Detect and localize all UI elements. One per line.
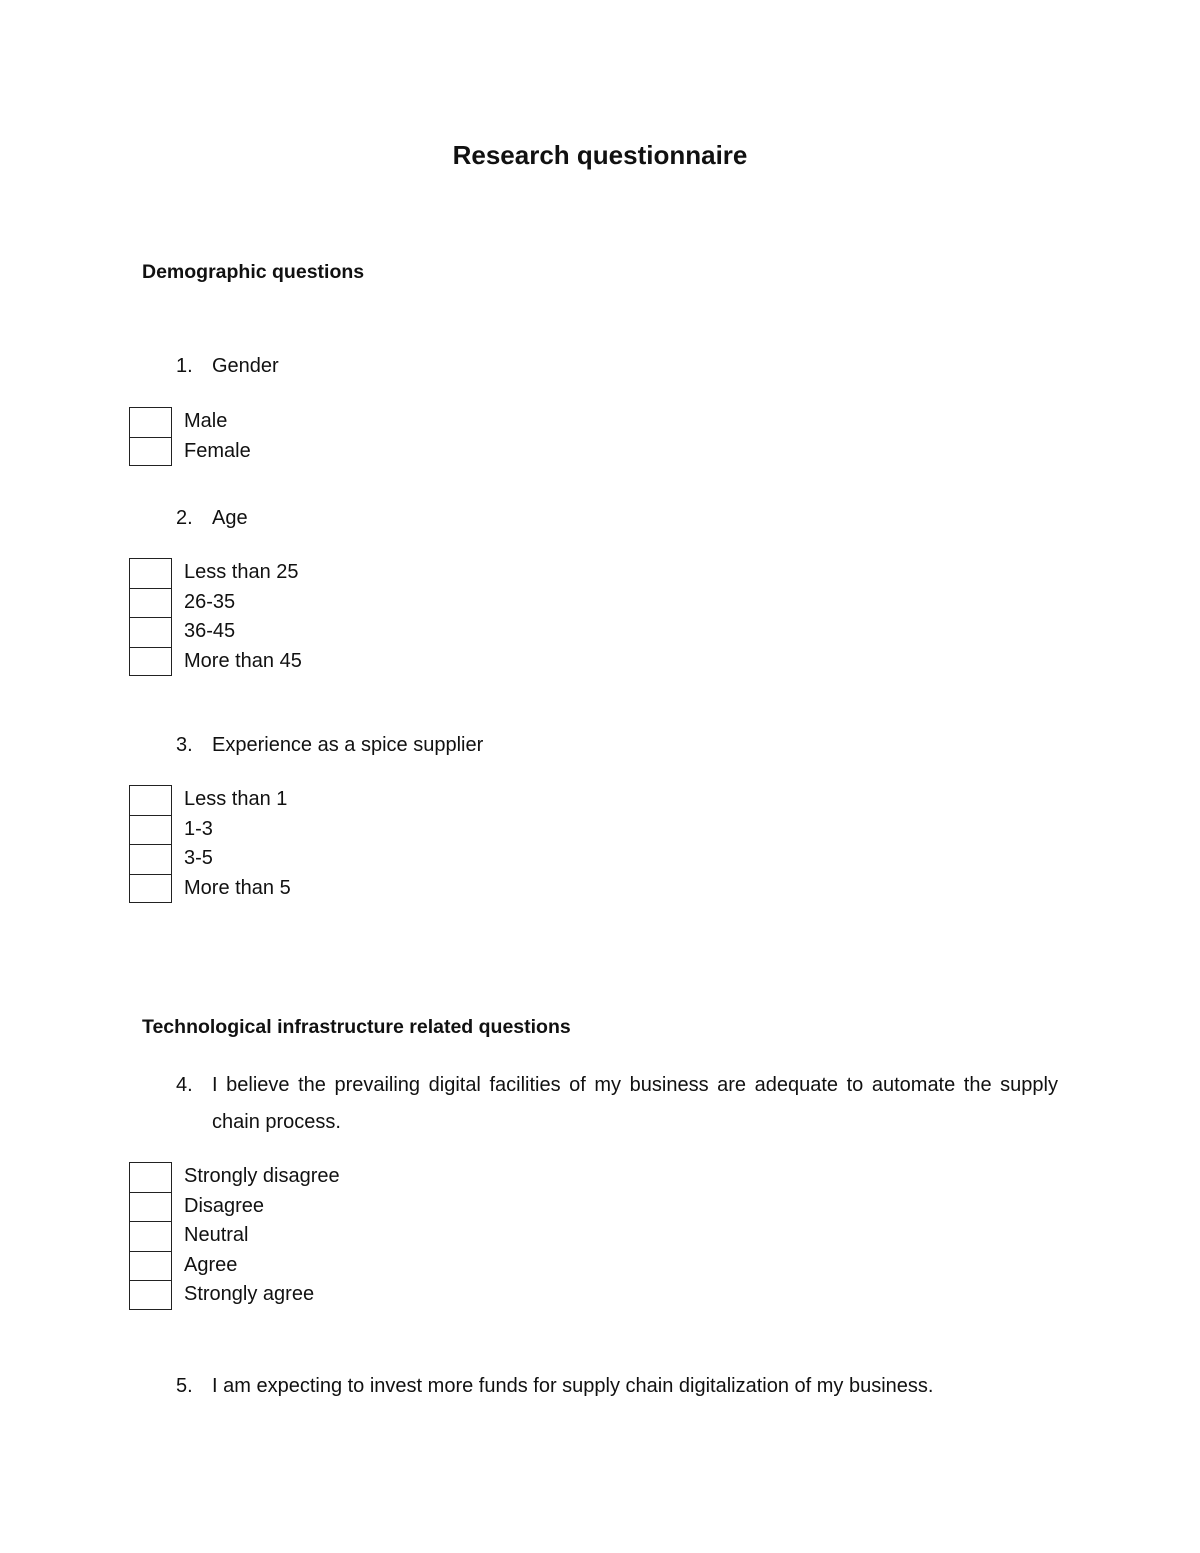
option-label: More than 5 [184, 876, 291, 899]
option-label: 36-45 [184, 620, 236, 643]
options-experience [129, 785, 291, 903]
option-label: Strongly agree [184, 1283, 315, 1306]
options-likert [129, 1162, 340, 1310]
option-row [129, 1162, 340, 1192]
question-text: Experience as a spice supplier [212, 734, 484, 756]
option-label: 3-5 [184, 847, 213, 870]
checkbox-experience-less-than-1[interactable] [129, 785, 172, 815]
checkbox-age-less-than-25[interactable] [129, 558, 172, 588]
option-row [129, 844, 291, 874]
checkbox-experience-more-than-5[interactable] [129, 874, 172, 904]
checkbox-neutral[interactable] [129, 1221, 172, 1251]
question-number: 4. [176, 1074, 193, 1096]
option-row [129, 785, 291, 815]
question-text: Age [212, 507, 248, 529]
checkbox-experience-1-3[interactable] [129, 815, 172, 845]
option-row [129, 874, 291, 904]
checkbox-disagree[interactable] [129, 1192, 172, 1222]
options-age [129, 558, 302, 676]
option-row [129, 1251, 340, 1281]
option-row [129, 558, 302, 588]
option-label: Neutral [184, 1224, 249, 1247]
question-text: I am expecting to invest more funds for supply chain digitalization of my business. [212, 1375, 934, 1397]
question-text: Gender [212, 355, 279, 377]
checkbox-age-36-45[interactable] [129, 617, 172, 647]
checkbox-age-26-35[interactable] [129, 588, 172, 618]
option-row [129, 1280, 340, 1310]
checkbox-strongly-disagree[interactable] [129, 1162, 172, 1192]
question-number: 2. [176, 507, 193, 529]
checkbox-agree[interactable] [129, 1251, 172, 1281]
option-row [129, 588, 302, 618]
question-age [176, 507, 248, 530]
question-number: 3. [176, 734, 193, 756]
option-label: Agree [184, 1253, 238, 1276]
checkbox-female[interactable] [129, 437, 172, 467]
option-label: 1-3 [184, 817, 213, 840]
option-label: Disagree [184, 1194, 265, 1217]
question-text: I believe the prevailing digital facilities of my business are adequate to automate the supply chain process. [212, 1074, 1058, 1133]
option-row [129, 407, 251, 437]
option-label: Strongly disagree [184, 1165, 340, 1188]
option-label: Less than 1 [184, 788, 288, 811]
question-invest-funds [176, 1375, 933, 1398]
option-row [129, 1192, 340, 1222]
section-heading-technological: Technological infrastructure related questions [142, 1016, 571, 1038]
page-title: Research questionnaire [452, 140, 748, 170]
section-heading-demographic: Demographic questions [142, 261, 365, 283]
checkbox-experience-3-5[interactable] [129, 844, 172, 874]
option-label: 26-35 [184, 590, 236, 613]
option-label: Female [184, 439, 251, 462]
question-experience [176, 734, 483, 757]
checkbox-age-more-than-45[interactable] [129, 647, 172, 677]
options-gender [129, 407, 251, 466]
question-number: 5. [176, 1375, 193, 1397]
question-number: 1. [176, 355, 193, 377]
option-label: Male [184, 410, 228, 433]
option-label: More than 45 [184, 649, 302, 672]
option-row [129, 1221, 340, 1251]
option-row [129, 815, 291, 845]
checkbox-strongly-agree[interactable] [129, 1280, 172, 1310]
checkbox-male[interactable] [129, 407, 172, 437]
option-row [129, 617, 302, 647]
question-digital-facilities [176, 1067, 1058, 1141]
option-row [129, 437, 251, 467]
option-row [129, 647, 302, 677]
option-label: Less than 25 [184, 561, 299, 584]
question-gender [176, 355, 279, 378]
